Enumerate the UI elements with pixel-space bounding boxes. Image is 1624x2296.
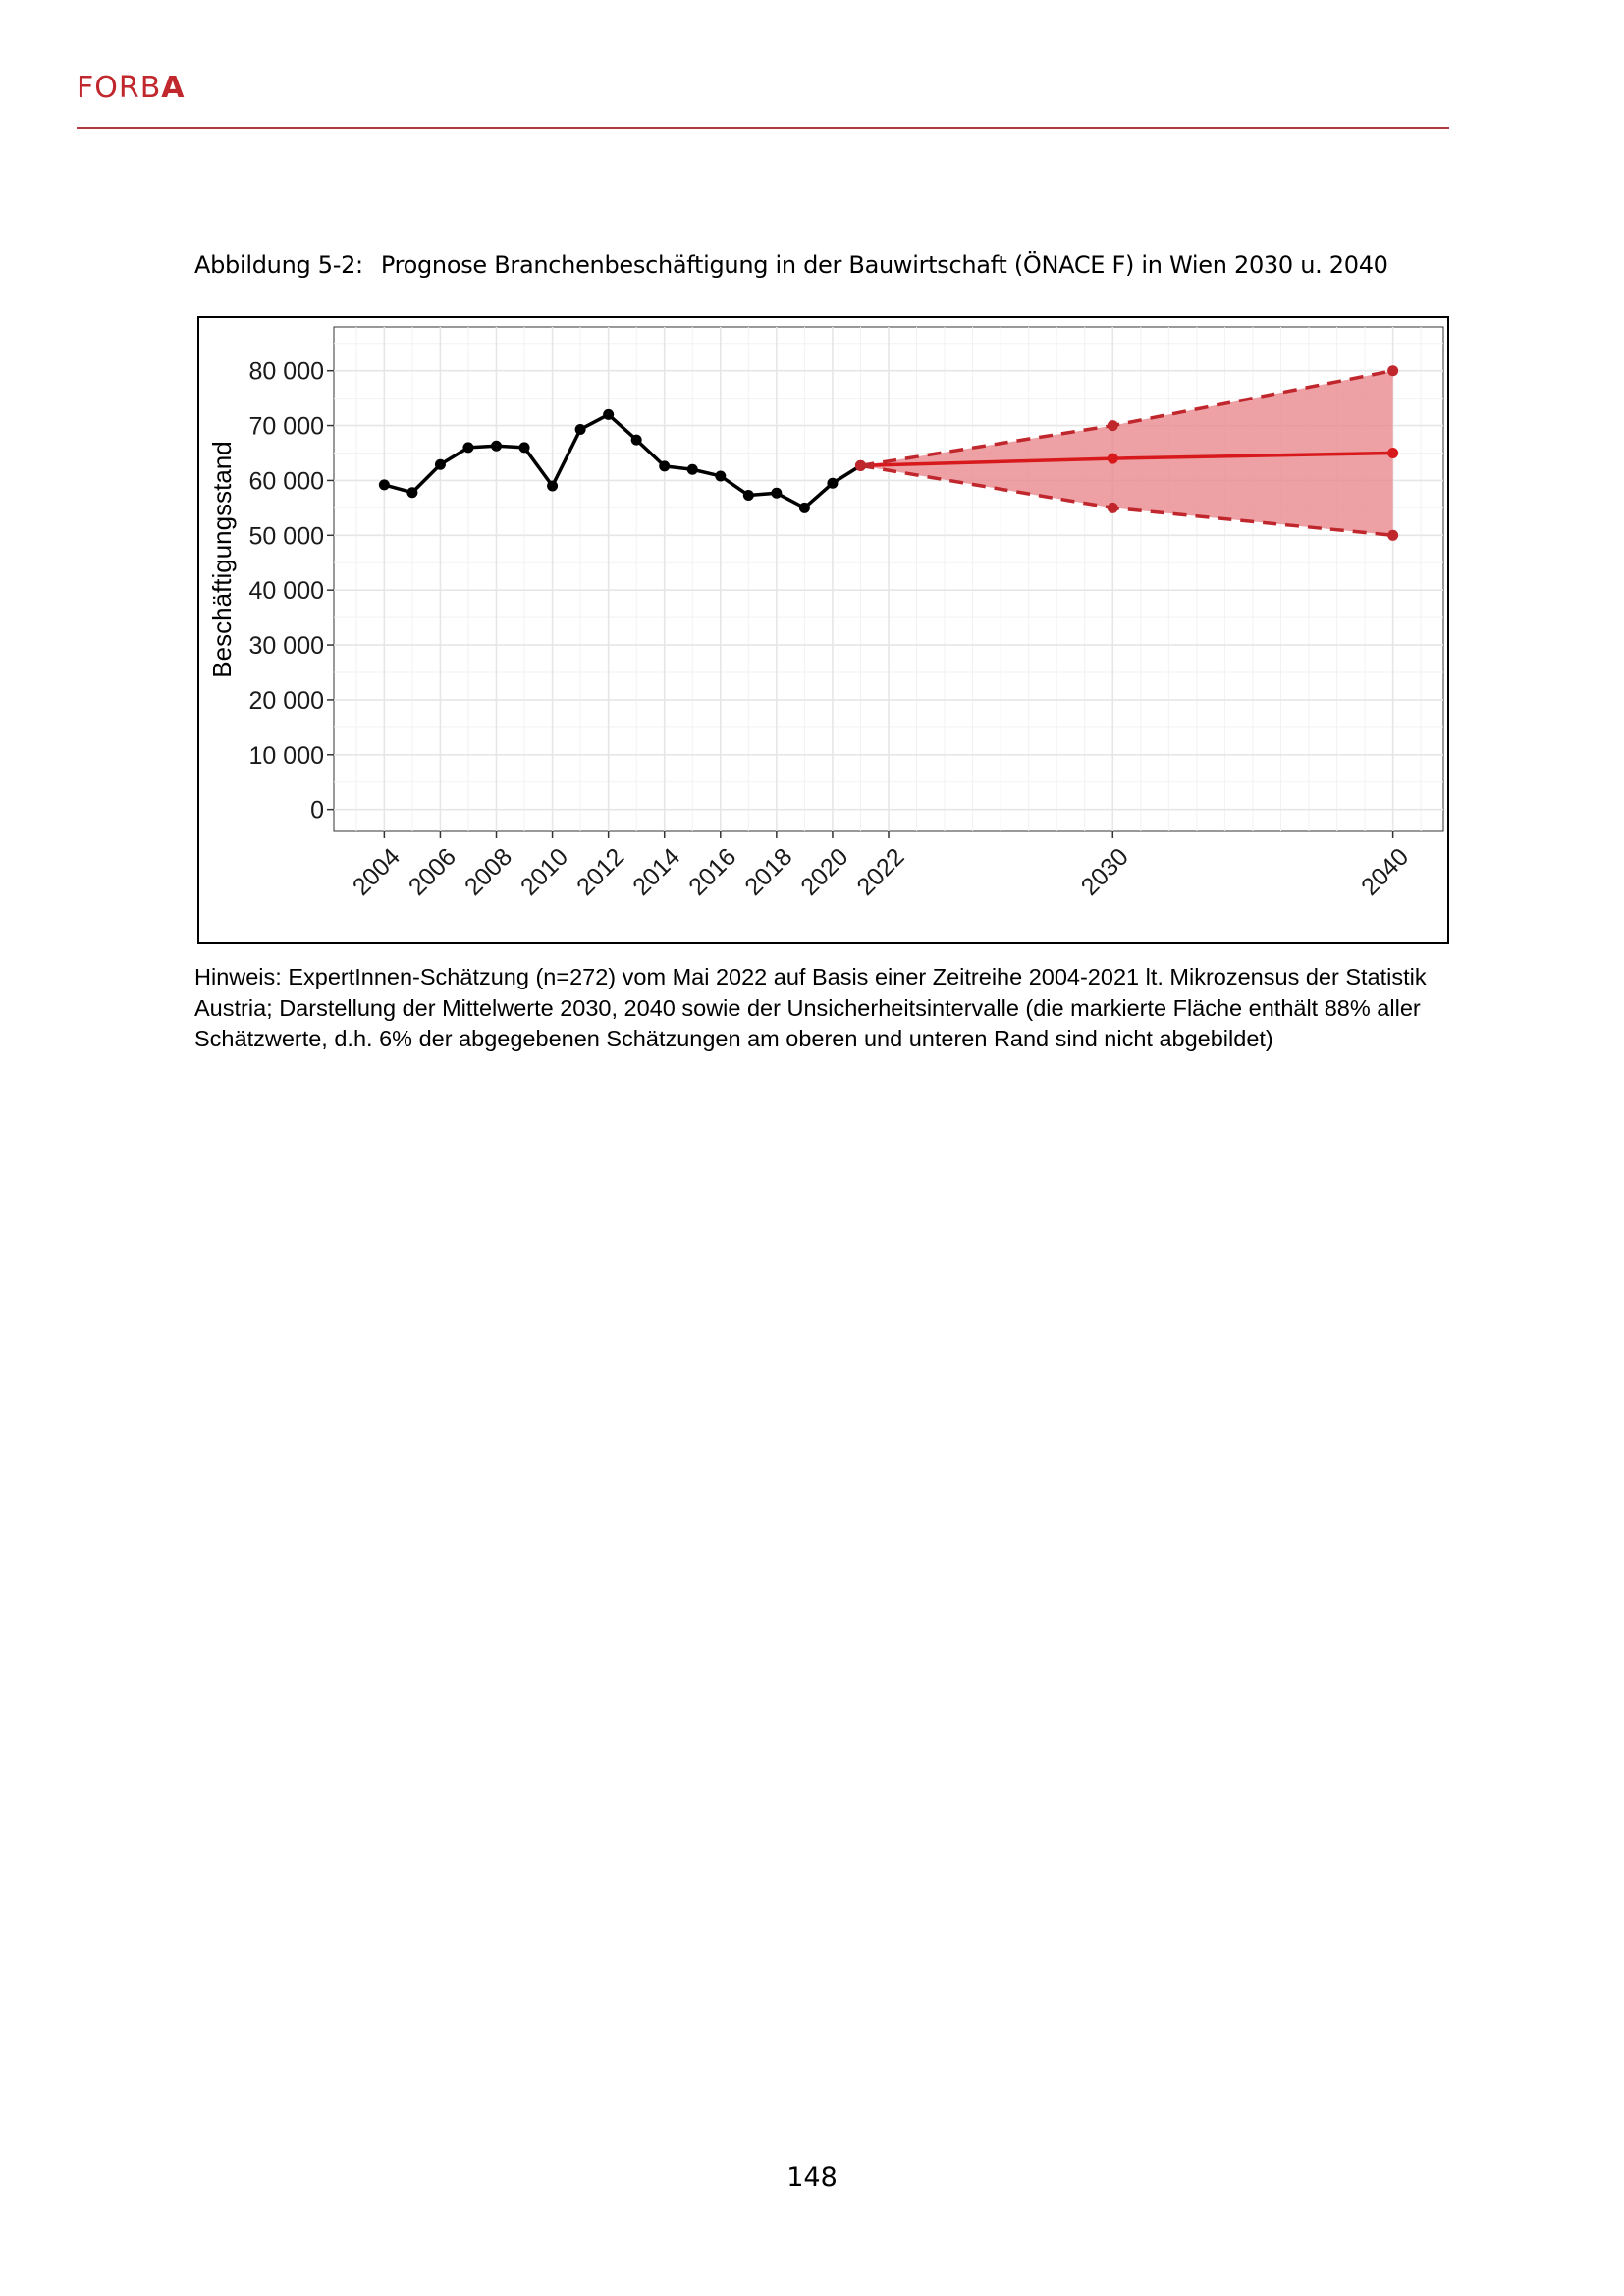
data-point — [435, 459, 446, 470]
y-tick-label: 70 000 — [248, 412, 324, 441]
y-axis-label: Beschäftigungsstand — [207, 441, 237, 678]
data-point — [1108, 454, 1118, 464]
x-tick-label: 2008 — [459, 842, 518, 901]
y-tick-label: 40 000 — [248, 577, 324, 606]
x-tick-label: 2004 — [347, 842, 406, 901]
data-point — [827, 478, 838, 489]
x-tick-label: 2040 — [1356, 842, 1415, 901]
data-point — [771, 488, 782, 499]
data-point — [575, 424, 586, 435]
data-point — [743, 490, 754, 501]
y-tick-label: 60 000 — [248, 467, 324, 496]
data-point — [603, 409, 614, 420]
y-tick-label: 10 000 — [248, 741, 324, 770]
x-tick-label: 2030 — [1075, 842, 1134, 901]
y-tick-label: 0 — [310, 796, 324, 825]
data-point — [687, 464, 698, 475]
data-point — [1108, 503, 1118, 513]
data-point — [659, 460, 670, 471]
x-tick-label: 2020 — [795, 842, 854, 901]
chart-frame — [197, 316, 1449, 944]
x-tick-label: 2016 — [683, 842, 742, 901]
y-tick-label: 30 000 — [248, 632, 324, 661]
page-number: 148 — [786, 2163, 838, 2193]
x-tick-label: 2006 — [403, 842, 461, 901]
figure-title: Prognose Branchenbeschäftigung in der Bauwirtschaft (ÖNACE F) in Wien 2030 u. 2040 — [380, 251, 1388, 279]
data-point — [631, 435, 642, 446]
y-tick-label: 50 000 — [248, 522, 324, 551]
data-point — [519, 442, 530, 453]
data-point — [1387, 365, 1398, 376]
header-rule — [77, 127, 1449, 129]
x-tick-label: 2010 — [515, 842, 574, 901]
brand-bold: A — [161, 71, 186, 105]
data-point — [462, 442, 473, 453]
data-point — [855, 460, 866, 471]
brand-logo — [77, 71, 186, 105]
data-point — [1387, 448, 1398, 458]
x-tick-label: 2012 — [571, 842, 630, 901]
data-point — [491, 441, 502, 452]
y-tick-label: 80 000 — [248, 357, 324, 386]
x-tick-label: 2014 — [627, 842, 686, 901]
brand-plain: FORB — [77, 71, 162, 105]
data-point — [1108, 420, 1118, 431]
data-point — [547, 481, 558, 492]
data-point — [799, 503, 810, 513]
x-tick-label: 2022 — [851, 842, 910, 901]
x-tick-label: 2018 — [739, 842, 798, 901]
data-point — [406, 487, 417, 498]
figure-number: Abbildung 5-2: — [194, 251, 363, 279]
y-tick-label: 20 000 — [248, 686, 324, 715]
figure-note: Hinweis: ExpertInnen-Schätzung (n=272) vom Mai 2022 auf Basis einer Zeitreihe 2004-2021 lt. Mikrozensus der Statistik Austria; Darstellung der Mittelwerte 2030, 2040 sowie der Unsicherheitsintervalle (die markierte Fläche enthält 88% aller Schätzwerte, d.h. 6% der abgegebenen Schätzungen am oberen und unteren Rand sind nicht abgebildet) — [194, 964, 1427, 1051]
figure-caption — [194, 251, 1388, 279]
data-point — [1387, 530, 1398, 541]
data-point — [715, 470, 726, 481]
chart-svg — [199, 318, 1447, 942]
data-point — [379, 479, 390, 490]
